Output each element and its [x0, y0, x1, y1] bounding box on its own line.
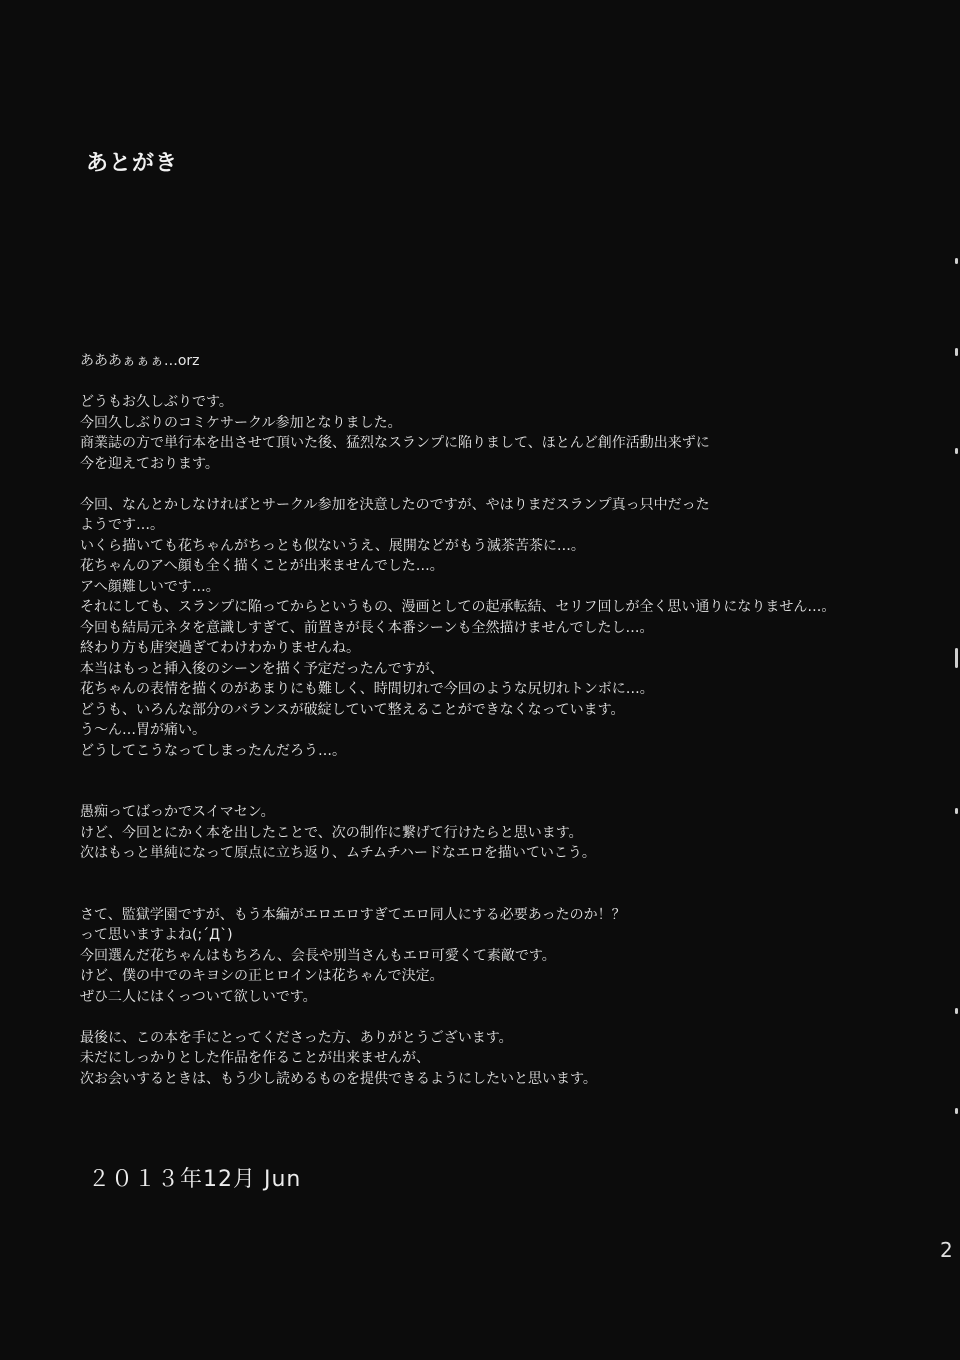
scan-edge-mark — [955, 448, 958, 454]
page-title: あとがき — [86, 151, 179, 176]
text-line: って思いますよね(;´Д`) — [80, 927, 233, 943]
paragraph-thanks — [80, 1028, 940, 1090]
text-line: あああぁぁぁ…orz — [80, 353, 200, 369]
text-line: どうもお久しぶりです。 — [80, 394, 233, 410]
text-line: 商業誌の方で単行本を出させて頂いた後、猛烈なスランプに陥りまして、ほとんど創作活動出来ずに — [80, 435, 710, 451]
scan-edge-mark — [955, 1008, 958, 1014]
scan-edge-mark — [955, 808, 958, 814]
text-line: 今回も結局元ネタを意識しすぎて、前置きが長く本番シーンも全然描けませんでしたし…。 — [80, 619, 654, 636]
text-line: いくら描いても花ちゃんがちっとも似ないうえ、展開などがもう滅茶苦茶に…。 — [80, 537, 585, 554]
text-line: どうも、いろんな部分のバランスが破綻していて整えることができなくなっています。 — [80, 701, 625, 718]
scan-edge-mark — [955, 348, 958, 356]
text-line: 次はもっと単純になって原点に立ち返り、ムチムチハードなエロを描いていこう。 — [80, 845, 596, 861]
text-line: 花ちゃんのアへ顔も全く描くことが出来ませんでした…。 — [80, 558, 444, 574]
paragraph-slump — [80, 495, 940, 762]
paragraph-series — [80, 905, 940, 1008]
text-line: 今回久しぶりのコミケサークル参加となりました。 — [80, 414, 402, 431]
text-line: それにしても、スランプに陥ってからというもの、漫画としての起承転結、セリフ回しが全く思い通りになりません…。 — [80, 599, 836, 615]
text-line: 未だにしっかりとした作品を作ることが出来ませんが、 — [80, 1050, 430, 1066]
text-line: 花ちゃんの表情を描くのがあまりにも難しく、時間切れで今回のような尻切れトンボに…。 — [80, 681, 654, 697]
page-number: 2 — [940, 1238, 953, 1262]
text-line: 本当はもっと挿入後のシーンを描く予定だったんですが、 — [80, 660, 444, 677]
paragraph-apology — [80, 802, 940, 864]
text-line: けど、今回とにかく本を出したことで、次の制作に繋げて行けたらと思います。 — [80, 824, 583, 841]
text-line: 終わり方も唐突過ぎてわけわかりませんね。 — [80, 640, 360, 656]
text-line: 愚痴ってばっかでスイマセン。 — [80, 804, 275, 820]
scan-edge-mark — [955, 258, 958, 264]
afterword-body — [80, 351, 940, 1089]
text-line: けど、僕の中でのキヨシの正ヒロインは花ちゃんで決定。 — [80, 968, 444, 984]
scan-edge-mark — [955, 1108, 958, 1114]
scan-edge-mark — [955, 648, 958, 668]
paragraph-greeting — [80, 392, 940, 474]
text-line: ようです…。 — [80, 517, 164, 533]
text-line: 今回、なんとかしなければとサークル参加を決意したのですが、やはりまだスランプ真っ只中だった — [80, 496, 710, 513]
date-signature: ２０１３年12月 Jun — [88, 1167, 302, 1192]
text-line: どうしてこうなってしまったんだろう…。 — [80, 742, 346, 759]
paragraph-opening — [80, 351, 940, 372]
text-line: 最後に、この本を手にとってくださった方、ありがとうございます。 — [80, 1029, 513, 1046]
text-line: 今を迎えております。 — [80, 455, 219, 472]
text-line: う〜ん…胃が痛い。 — [80, 722, 206, 738]
text-line: 次お会いするときは、もう少し読めるものを提供できるようにしたいと思います。 — [80, 1070, 597, 1087]
text-line: ぜひ二人にはくっついて欲しいです。 — [80, 988, 317, 1005]
text-line: 今回選んだ花ちゃんはもちろん、会長や別当さんもエロ可愛くて素敵です。 — [80, 947, 556, 964]
text-line: さて、監獄学園ですが、もう本編がエロエロすぎてエロ同人にする必要あったのか！？ — [80, 906, 626, 923]
text-line: アへ顔難しいです…。 — [80, 578, 220, 595]
